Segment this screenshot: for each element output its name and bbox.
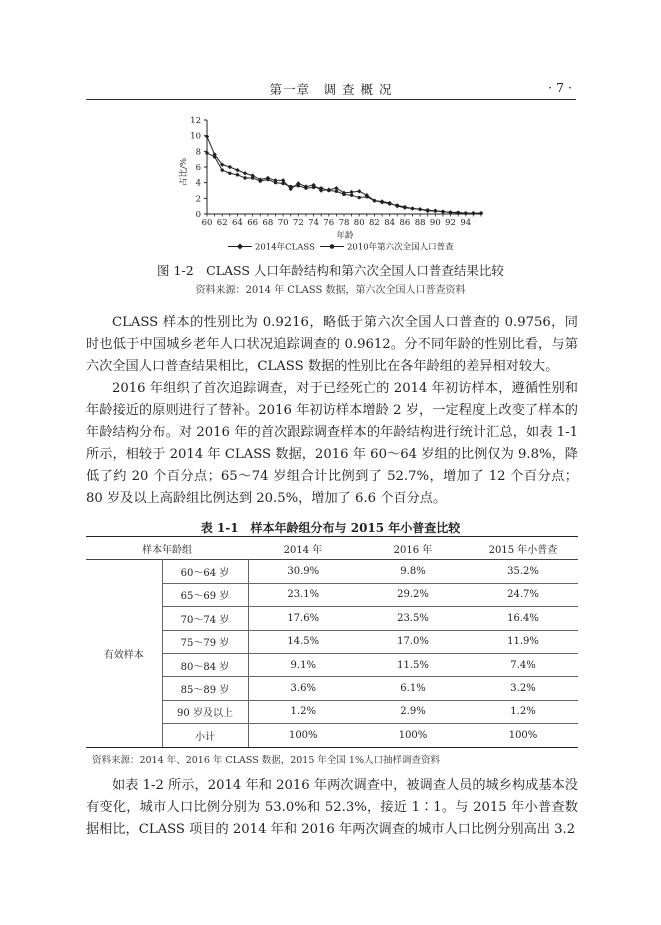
age-cell: 85～89 岁	[162, 677, 248, 700]
data-point-2010	[426, 208, 429, 211]
value-2014: 100%	[248, 724, 358, 747]
data-point-2010	[472, 212, 475, 215]
value-2015: 1.2%	[468, 700, 578, 723]
col-header-2015: 2015 年小普查	[488, 544, 558, 556]
series-line-1	[207, 153, 481, 213]
x-tick-label: 92	[445, 218, 456, 228]
x-tick-label: 72	[292, 218, 304, 228]
series-line-0	[207, 136, 481, 213]
data-point-2010	[434, 209, 437, 212]
paragraph-followup-survey: 2016 年组织了首次追踪调查，对于已经死亡的 2014 年初访样本，遵循性别和年龄接近的原则进行了替补。2016 年初访样本增龄 2 岁，一定程度上改变了样本的年龄结构分布。对 2016 年的首次跟踪调查样本的年龄结构进行统计汇总，如表 1-1 所示，相较于 2014 年 CLASS 数据，2016 年 60～64 岁组的比例仅为 9.8%，降低了约 20 个百分点；65～74 岁组合计比例到了 52.7%，增加了 12 个百分点；80 岁及以上高龄组比例达到 20.5%，增加了 6.6 个百分点。	[86, 381, 578, 507]
group-label: 有效样本	[86, 560, 162, 747]
age-group-table	[86, 536, 578, 748]
data-point-2010	[312, 186, 315, 189]
data-point-2010	[335, 190, 338, 193]
y-tick-label: 2	[195, 194, 201, 205]
data-point-2010	[358, 196, 361, 199]
chart-legend	[228, 242, 454, 253]
page-number: · 7 ·	[548, 80, 572, 95]
x-tick-label: 66	[247, 218, 259, 228]
value-2015: 24.7%	[468, 583, 578, 606]
value-2015: 11.9%	[468, 630, 578, 653]
age-cell: 60～64 岁	[162, 560, 248, 583]
legend-label-2010: 2010年第六次全国人口普查	[347, 242, 454, 253]
legend-diamond-marker	[237, 244, 243, 250]
y-tick-label: 8	[195, 147, 201, 158]
x-tick-label: 62	[216, 218, 228, 228]
data-point-2010	[281, 182, 284, 185]
data-point-2010	[479, 212, 482, 215]
age-cell: 90 岁及以上	[162, 700, 248, 723]
value-2016: 6.1%	[358, 677, 468, 700]
data-point-2014	[228, 165, 232, 169]
value-2015: 3.2%	[468, 677, 578, 700]
chart-series	[205, 134, 483, 215]
col-header-group: 样本年龄组	[142, 544, 192, 556]
data-point-2010	[205, 151, 208, 154]
value-2014: 9.1%	[248, 653, 358, 676]
data-point-2010	[221, 168, 224, 171]
y-tick-label: 6	[195, 163, 201, 173]
age-cell: 小计	[162, 724, 248, 747]
x-tick-label: 88	[414, 218, 426, 228]
data-point-2010	[327, 189, 330, 192]
data-point-2010	[236, 173, 239, 176]
value-2016: 29.2%	[358, 583, 468, 606]
data-point-2010	[289, 185, 292, 188]
table-source: 资料来源：2014 年、2016 年 CLASS 数据，2015 年全国 1%人口抽样调查资料	[92, 755, 441, 766]
value-2016: 2.9%	[358, 700, 468, 723]
col-header-2014: 2014 年	[283, 544, 323, 556]
table-row	[86, 560, 578, 583]
value-2016: 11.5%	[358, 653, 468, 676]
value-2014: 3.6%	[248, 677, 358, 700]
data-point-2014	[357, 189, 361, 193]
data-point-2010	[297, 184, 300, 187]
x-tick-label: 82	[369, 218, 380, 228]
col-header-2016: 2016 年	[393, 544, 433, 556]
data-point-2010	[411, 207, 414, 210]
y-tick-label: 12	[190, 116, 201, 126]
x-tick-label: 60	[201, 218, 213, 228]
data-point-2010	[213, 155, 216, 158]
x-tick-label: 80	[353, 218, 365, 228]
age-cell: 80～84 岁	[162, 653, 248, 676]
x-tick-label: 68	[262, 218, 274, 228]
x-tick-label: 94	[460, 218, 472, 228]
age-cell: 70～74 岁	[162, 607, 248, 630]
value-2014: 14.5%	[248, 630, 358, 653]
y-tick-label: 4	[195, 178, 201, 189]
data-point-2010	[403, 205, 406, 208]
age-cell: 75～79 岁	[162, 630, 248, 653]
data-point-2010	[266, 178, 269, 181]
x-tick-label: 86	[399, 218, 411, 228]
value-2014: 1.2%	[248, 700, 358, 723]
paragraph-sex-ratio: CLASS 样本的性别比为 0.9216，略低于第六次全国人口普查的 0.9756，同时也低于中国城乡老年人口状况追踪调查的 0.9612。分不同年龄的性别比看，与第六次全国人口普查结果相比，CLASS 数据的性别比在各年龄组的差异相对较大。	[86, 315, 578, 375]
value-2015: 7.4%	[468, 653, 578, 676]
x-tick-label: 84	[384, 218, 396, 228]
data-point-2010	[319, 186, 322, 189]
data-point-2014	[205, 134, 209, 138]
value-2014: 30.9%	[248, 560, 358, 583]
figure-caption: 图 1-2 CLASS 人口年龄结构和第六次全国人口普查结果比较	[157, 263, 504, 278]
data-point-2010	[251, 176, 254, 179]
x-axis-label: 年龄	[336, 231, 354, 241]
data-point-2010	[350, 194, 353, 197]
data-point-2014	[243, 171, 247, 175]
age-structure-line-chart	[170, 110, 500, 258]
x-tick-label: 74	[308, 218, 319, 228]
data-point-2010	[259, 179, 262, 182]
figure-source: 资料来源：2014 年 CLASS 数据，第六次全国人口普查资料	[195, 285, 466, 296]
value-2015: 100%	[468, 724, 578, 747]
value-2015: 16.4%	[468, 607, 578, 630]
paragraph-urban-rural: 如表 1-2 所示，2014 年和 2016 年两次调查中，被调查人员的城乡构成基本没有变化，城市人口比例分别为 53.0%和 52.3%，接近 1∶1。与 2015 年小普查数据相比，CLASS 项目的 2014 年和 2016 年两次调查的城市人口比例分别高出 3.2	[86, 778, 578, 838]
value-2016: 23.5%	[358, 607, 468, 630]
data-point-2010	[441, 210, 444, 213]
data-point-2010	[342, 193, 345, 196]
y-axis-label: 占比/%	[179, 158, 189, 186]
data-point-2010	[449, 211, 452, 214]
running-header	[86, 79, 576, 100]
data-point-2010	[380, 201, 383, 204]
x-tick-label: 78	[338, 218, 350, 228]
data-point-2010	[456, 211, 459, 214]
value-2016: 17.0%	[358, 630, 468, 653]
data-point-2010	[243, 176, 246, 179]
chapter-title: 第一章 调 查 概 况	[269, 82, 393, 97]
y-tick-label: 10	[190, 131, 201, 142]
data-point-2010	[418, 208, 421, 211]
data-point-2010	[304, 186, 307, 189]
x-tick-label: 76	[323, 218, 335, 228]
legend-circle-marker	[330, 244, 335, 249]
data-point-2010	[228, 172, 231, 175]
legend-label-2014: 2014年CLASS	[255, 242, 315, 253]
value-2016: 9.8%	[358, 560, 468, 583]
value-2014: 23.1%	[248, 583, 358, 606]
age-cell: 65～69 岁	[162, 583, 248, 606]
x-tick-label: 90	[429, 218, 441, 228]
data-point-2014	[235, 168, 239, 172]
x-tick-label: 64	[232, 218, 243, 228]
value-2014: 17.6%	[248, 607, 358, 630]
data-point-2010	[365, 195, 368, 198]
y-tick-label: 0	[195, 210, 201, 220]
data-point-2010	[388, 202, 391, 205]
data-point-2010	[464, 212, 467, 215]
x-tick-label: 70	[277, 218, 289, 228]
data-point-2010	[274, 181, 277, 184]
data-point-2010	[373, 199, 376, 202]
value-2015: 35.2%	[468, 560, 578, 583]
value-2016: 100%	[358, 724, 468, 747]
table-header-row	[86, 537, 578, 560]
table-title: 表 1-1 样本年龄组分布与 2015 年小普查比较	[200, 521, 461, 535]
data-point-2010	[396, 204, 399, 207]
